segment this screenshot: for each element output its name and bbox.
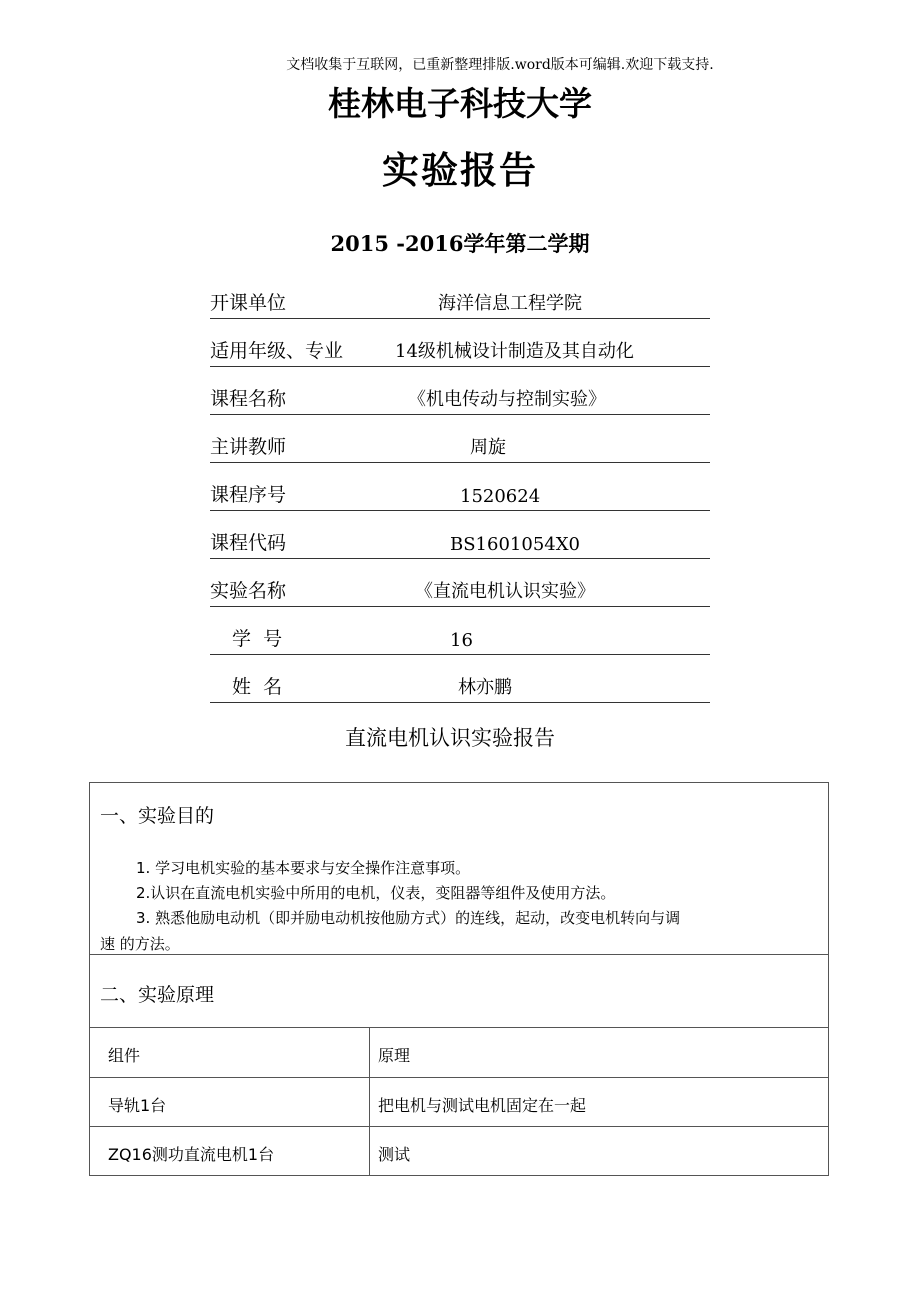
table-column-divider [369, 1027, 370, 1175]
report-subtitle: 直流电机认识实验报告 [345, 726, 555, 750]
info-value: 《直流电机认识实验》 [415, 581, 595, 602]
info-row-course-code [210, 510, 710, 559]
info-label: 姓 名 [232, 676, 283, 698]
section-divider [90, 954, 828, 955]
section-heading-purpose: 一、实验目的 [100, 805, 215, 827]
info-label: 实验名称 [210, 580, 287, 602]
table-row-border [90, 1126, 828, 1127]
info-row-course-number [210, 462, 710, 511]
info-label: 主讲教师 [210, 436, 287, 458]
report-title: 实验报告 [382, 148, 538, 192]
info-value: 《机电传动与控制实验》 [408, 389, 606, 410]
watermark: 文档收集于互联网，已重新整理排版.word版本可编辑.欢迎下载支持. [286, 57, 714, 73]
table-header-cell: 组件 [108, 1046, 141, 1065]
info-value: 1520624 [460, 486, 541, 507]
info-row-experiment-name [210, 558, 710, 607]
academic-term: 2015 -2016学年第二学期 [330, 231, 590, 256]
info-label: 学 号 [232, 628, 283, 650]
info-row-student-name [210, 654, 710, 703]
info-label: 课程名称 [210, 388, 287, 410]
info-row-department [210, 270, 710, 319]
table-cell: 把电机与测试电机固定在一起 [378, 1096, 587, 1115]
table-header-cell: 原理 [378, 1046, 411, 1065]
purpose-item: 3. 熟悉他励电动机（即并励电动机按他励方式）的连线，起动，改变电机转向与调 [136, 909, 681, 927]
table-cell: 测试 [378, 1145, 411, 1164]
info-value: 14级机械设计制造及其自动化 [395, 341, 634, 362]
purpose-item: 速 的方法。 [100, 935, 180, 953]
info-value: 海洋信息工程学院 [438, 293, 582, 314]
info-label: 开课单位 [210, 292, 287, 314]
table-cell: ZQ16测功直流电机1台 [108, 1145, 275, 1164]
section-heading-principle: 二、实验原理 [100, 984, 215, 1006]
table-top-border [90, 1027, 828, 1028]
purpose-item: 1. 学习电机实验的基本要求与安全操作注意事项。 [136, 859, 471, 877]
purpose-item: 2.认识在直流电机实验中所用的电机，仪表，变阻器等组件及使用方法。 [136, 884, 616, 902]
info-value: BS1601054X0 [450, 534, 580, 555]
info-row-student-id [210, 606, 710, 655]
info-value: 周旋 [470, 437, 506, 458]
info-label: 适用年级、专业 [210, 340, 344, 362]
info-row-major [210, 318, 710, 367]
info-label: 课程序号 [210, 484, 287, 506]
info-label: 课程代码 [210, 532, 287, 554]
table-row-border [90, 1077, 828, 1078]
info-value: 林亦鹏 [458, 677, 512, 698]
info-row-course-name [210, 366, 710, 415]
table-cell: 导轨1台 [108, 1096, 167, 1115]
info-row-teacher [210, 414, 710, 463]
report-content-box [89, 782, 829, 1176]
info-value: 16 [450, 630, 473, 651]
university-name: 桂林电子科技大学 [328, 84, 592, 123]
